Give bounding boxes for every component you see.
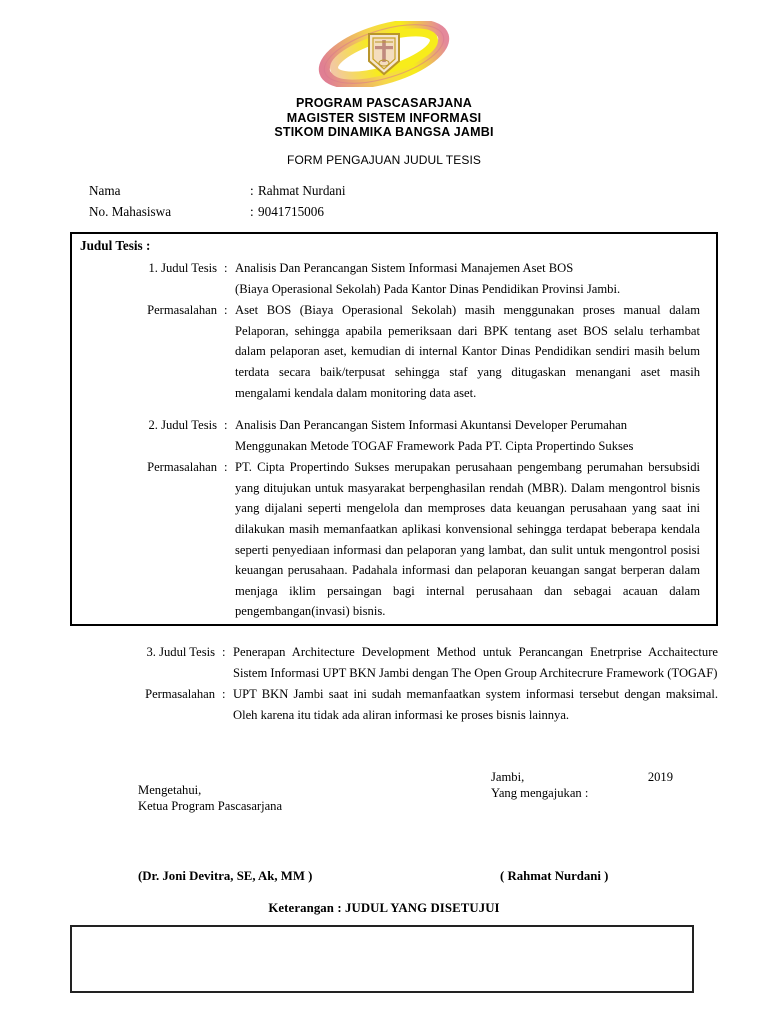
thesis-title-label-1: 1. Judul Tesis (148, 261, 217, 275)
identity-colon-nomor-mahasiswa: : (250, 204, 254, 219)
header-line-1: PROGRAM PASCASARJANA (295, 96, 472, 110)
thesis-problem-text-3 (233, 684, 718, 725)
header-line-3: STIKOM DINAMIKA BANGSA JAMBI (274, 125, 494, 140)
thesis-title-row-1 (92, 258, 700, 299)
keterangan-line: Keterangan : JUDUL YANG DISETUJUI (268, 901, 500, 915)
signature-name-ketua: (Dr. Joni Devitra, SE, Ak, MM ) (138, 869, 313, 883)
thesis-title-colon-3: : (222, 645, 226, 659)
thesis-title-label-2: 2. Judul Tesis (148, 418, 217, 432)
thesis-problem-text-2 (235, 457, 700, 622)
thesis-problem-paragraph-1: Aset BOS (Biaya Operasional Sekolah) masih menggunakan proses manual dalam Pelaporan, sehingga apabila pemeriksaan dari BPK tentang aset BOS selalu terhambat dalam pelaporan aset, kemudian di internal Kantor Dinas Pendidikan sendiri masih belum terdata secara baik/terpusat sehingga staf yang ditugaskan menangani aset masih mengalami kendala dalam monitoring data aset. (235, 303, 700, 400)
identity-row-nama (89, 180, 346, 201)
thesis-problem-colon-3: : (222, 687, 226, 702)
signature-place-date-row (491, 770, 673, 786)
thesis-problem-label-3: Permasalahan (145, 687, 215, 702)
signature-place: Jambi, (491, 770, 525, 784)
thesis-problem-colon-1: : (224, 303, 228, 318)
identity-label-nomor-mahasiswa: No. Mahasiswa (89, 204, 172, 219)
thesis-problem-colon-2: : (224, 460, 228, 475)
signature-yang-mengajukan-label: Yang mengajukan : (491, 785, 589, 800)
signature-block-left (138, 783, 282, 814)
thesis-title-line-1-2: (Biaya Operasional Sekolah) Pada Kantor Dinas Pendidikan Provinsi Jambi. (235, 281, 621, 296)
thesis-problem-label-2: Permasalahan (147, 460, 217, 475)
box-title-judul-tesis: Judul Tesis : (80, 238, 151, 253)
signature-mengetahui-label: Mengetahui, (138, 783, 202, 797)
identity-label-nama: Nama (89, 183, 121, 198)
thesis-entry-1 (92, 258, 700, 403)
thesis-problem-paragraph-3: UPT BKN Jambi saat ini sudah memanfaatkan system informasi tersebut dengan maksimal. Oleh karena itu tidak ada aliran informasi ke proses bisnis lainnya. (233, 687, 718, 722)
signature-names-row (0, 869, 768, 887)
thesis-title-text-1 (235, 258, 700, 299)
identity-colon-nama: : (250, 183, 254, 198)
thesis-problem-label-1: Permasalahan (147, 303, 217, 318)
thesis-title-paragraph-3: Penerapan Architecture Development Method untuk Perancangan Enetrprise Acchaitecture Sistem Informasi UPT BKN Jambi dengan The Open Group Architecrure Framework (TOGAF) (233, 645, 718, 680)
identity-value-nomor-mahasiswa: 9041715006 (258, 204, 324, 219)
logo-container (0, 18, 768, 90)
thesis-title-line-1-1: Analisis Dan Perancangan Sistem Informasi Manajemen Aset BOS (235, 261, 574, 275)
signature-year: 2019 (647, 770, 673, 784)
thesis-title-colon-1: : (224, 261, 228, 275)
thesis-title-text-3 (233, 642, 718, 683)
signature-block-right (491, 770, 673, 801)
thesis-title-text-2 (235, 415, 700, 456)
thesis-title-row-2 (92, 415, 700, 456)
identity-block (89, 180, 346, 222)
judul-tesis-box (70, 232, 718, 626)
thesis-problem-text-1 (235, 300, 700, 403)
thesis-problem-row-1 (92, 300, 700, 403)
thesis-problem-paragraph-2: PT. Cipta Propertindo Sukses merupakan perusahaan pengembang perumahan bersubsidi yang ditujukan untuk masyarakat berpenghasilan rendah (MBR). Dalam mengontrol bisnis yang dijalani seperti mengelola dan memproses data keuangan perusahaan yang saat ini dilakukan masih memanfaatkan aplikasi konvensional sehingga terdapat beberapa kendala seperti penyediaan informasi dan pelaporan yang lambat, dan sulit untuk mengontrol posisi keuangan perusahaan. Padahala informasi dan pelaporan keuangan sangat berperan dalam menjaga iklim persaingan bagi internal perusahaan dan sebagai acauan dalam pengembangan(invasi) bisnis. (235, 460, 700, 619)
signature-ketua-program-label: Ketua Program Pascasarjana (138, 798, 283, 813)
thesis-problem-row-3 (90, 684, 718, 725)
keterangan-empty-box[interactable] (70, 925, 694, 993)
thesis-title-label-3: 3. Judul Tesis (146, 645, 215, 659)
thesis-entry-2 (92, 415, 700, 622)
thesis-title-row-3 (90, 642, 718, 683)
thesis-problem-row-2 (92, 457, 700, 622)
header-line-2: MAGISTER SISTEM INFORMASI (286, 110, 482, 125)
identity-row-nomor-mahasiswa (89, 201, 346, 222)
identity-value-nama: Rahmat Nurdani (258, 183, 346, 198)
thesis-title-colon-2: : (224, 418, 228, 432)
document-header (0, 96, 768, 167)
thesis-title-line-2-2: Menggunakan Metode TOGAF Framework Pada PT. Cipta Propertindo Sukses (235, 438, 634, 453)
form-subtitle: FORM PENGAJUAN JUDUL TESIS (287, 152, 481, 167)
institution-logo-icon (316, 21, 452, 87)
thesis-title-line-2-1: Analisis Dan Perancangan Sistem Informasi Akuntansi Developer Perumahan (235, 418, 628, 432)
signature-name-mahasiswa: ( Rahmat Nurdani ) (500, 869, 609, 883)
thesis-entry-3 (90, 642, 718, 725)
